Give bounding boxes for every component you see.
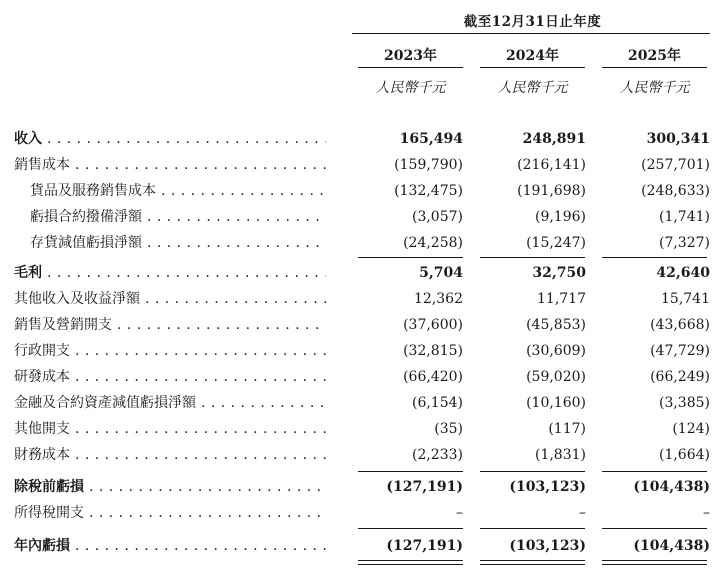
row-label: 除稅前虧損 . . .: [14, 474, 326, 501]
row-value-1: (127,191): [386, 479, 463, 495]
total-rule: [480, 560, 585, 561]
year-underline-2025: [602, 67, 707, 68]
row-label: 銷售及營銷開支 . . .: [14, 312, 326, 339]
row-value-3: (257,701): [641, 157, 710, 173]
row-label: 銷售成本 . . .: [14, 152, 326, 179]
row-label: 財務成本 . . .: [14, 442, 326, 469]
unit-label-2023: 人民幣千元: [375, 80, 446, 96]
row-value-1: (2,233): [411, 447, 463, 463]
table-row: [0, 533, 719, 560]
total-rule: [480, 564, 585, 565]
row-value-1: 12,362: [414, 291, 463, 307]
row-label: 其他開支 . . .: [14, 416, 326, 443]
table-row: [0, 286, 719, 313]
row-value-3: (248,633): [641, 183, 710, 199]
total-rule: [602, 257, 707, 258]
unit-label-2024: 人民幣千元: [497, 80, 568, 96]
row-value-2: (15,247): [526, 235, 586, 251]
row-label: 毛利 . . .: [14, 260, 326, 287]
row-value-1: (6,154): [411, 395, 463, 411]
row-value-3: (124): [672, 421, 710, 437]
row-value-2: 248,891: [522, 131, 586, 147]
unit-label-2025: 人民幣千元: [619, 80, 690, 96]
table-row: [0, 500, 719, 527]
row-value-3: (104,438): [633, 479, 710, 495]
row-value-1: (132,475): [394, 183, 463, 199]
total-rule: [358, 257, 463, 258]
row-value-1: (3,057): [411, 209, 463, 225]
row-label: 收入 . . .: [14, 126, 326, 153]
row-value-1: (66,420): [403, 369, 463, 385]
period-header: 截至12月31日止年度: [463, 14, 602, 30]
year-header-2023: 2023年: [384, 48, 437, 64]
row-value-2: –: [579, 505, 586, 521]
row-label: 貨品及服務銷售成本 . . .: [30, 178, 326, 205]
row-value-2: 11,717: [537, 291, 586, 307]
row-value-2: (9,196): [534, 209, 586, 225]
table-row: [0, 338, 719, 365]
row-value-3: 42,640: [656, 265, 710, 281]
year-underline-2024: [480, 67, 585, 68]
row-label: 行政開支 . . .: [14, 338, 326, 365]
table-row: [0, 126, 719, 153]
total-rule: [358, 564, 463, 565]
table-row: [0, 260, 719, 287]
table-row: [0, 204, 719, 231]
row-value-3: 300,341: [646, 131, 710, 147]
total-rule: [358, 560, 463, 561]
row-value-2: (45,853): [526, 317, 586, 333]
row-value-2: 32,750: [532, 265, 586, 281]
row-value-1: (24,258): [403, 235, 463, 251]
row-value-2: (117): [548, 421, 586, 437]
table-row: [0, 474, 719, 501]
row-label: 研發成本 . . .: [14, 364, 326, 391]
total-rule: [358, 471, 463, 472]
row-value-3: (3,385): [658, 395, 710, 411]
row-value-1: (32,815): [403, 343, 463, 359]
table-row: [0, 416, 719, 443]
row-value-2: (1,831): [534, 447, 586, 463]
total-rule: [602, 560, 707, 561]
row-value-3: –: [703, 505, 710, 521]
row-value-1: 165,494: [399, 131, 463, 147]
table-row: [0, 178, 719, 205]
row-value-2: (30,609): [526, 343, 586, 359]
row-label: 金融及合約資產減值虧損淨額 . . .: [14, 390, 326, 417]
total-rule: [602, 528, 707, 529]
row-value-2: (103,123): [509, 479, 586, 495]
row-value-1: –: [456, 505, 463, 521]
row-value-1: 5,704: [419, 265, 463, 281]
table-row: [0, 364, 719, 391]
year-underline-2023: [358, 67, 463, 68]
row-value-3: 15,741: [661, 291, 710, 307]
total-rule: [602, 564, 707, 565]
table-row: [0, 390, 719, 417]
row-value-3: (7,327): [658, 235, 710, 251]
row-value-3: (47,729): [650, 343, 710, 359]
total-rule: [602, 471, 707, 472]
year-header-2025: 2025年: [628, 48, 681, 64]
row-value-2: (10,160): [526, 395, 586, 411]
table-row: [0, 230, 719, 257]
year-header-2024: 2024年: [506, 48, 559, 64]
row-value-1: (35): [434, 421, 463, 437]
total-rule: [358, 528, 463, 529]
row-label: 存貨減值虧損淨額 . . .: [30, 230, 326, 257]
table-row: [0, 442, 719, 469]
table-row: [0, 152, 719, 179]
row-value-3: (1,741): [658, 209, 710, 225]
row-value-2: (216,141): [517, 157, 586, 173]
total-rule: [480, 257, 585, 258]
row-value-3: (104,438): [633, 538, 710, 554]
row-label: 虧損合約撥備淨額 . . .: [30, 204, 326, 231]
row-value-2: (103,123): [509, 538, 586, 554]
row-label: 所得稅開支 . . .: [14, 500, 326, 527]
row-value-2: (59,020): [526, 369, 586, 385]
row-value-1: (37,600): [403, 317, 463, 333]
period-header-rule: [352, 33, 710, 34]
row-value-3: (66,249): [650, 369, 710, 385]
row-value-2: (191,698): [517, 183, 586, 199]
table-row: [0, 312, 719, 339]
row-value-3: (43,668): [650, 317, 710, 333]
total-rule: [480, 528, 585, 529]
row-label: 其他收入及收益淨額 . . .: [14, 286, 326, 313]
row-value-1: (127,191): [386, 538, 463, 554]
row-value-1: (159,790): [394, 157, 463, 173]
row-label: 年內虧損 . . .: [14, 533, 326, 560]
row-value-3: (1,664): [658, 447, 710, 463]
total-rule: [480, 471, 585, 472]
